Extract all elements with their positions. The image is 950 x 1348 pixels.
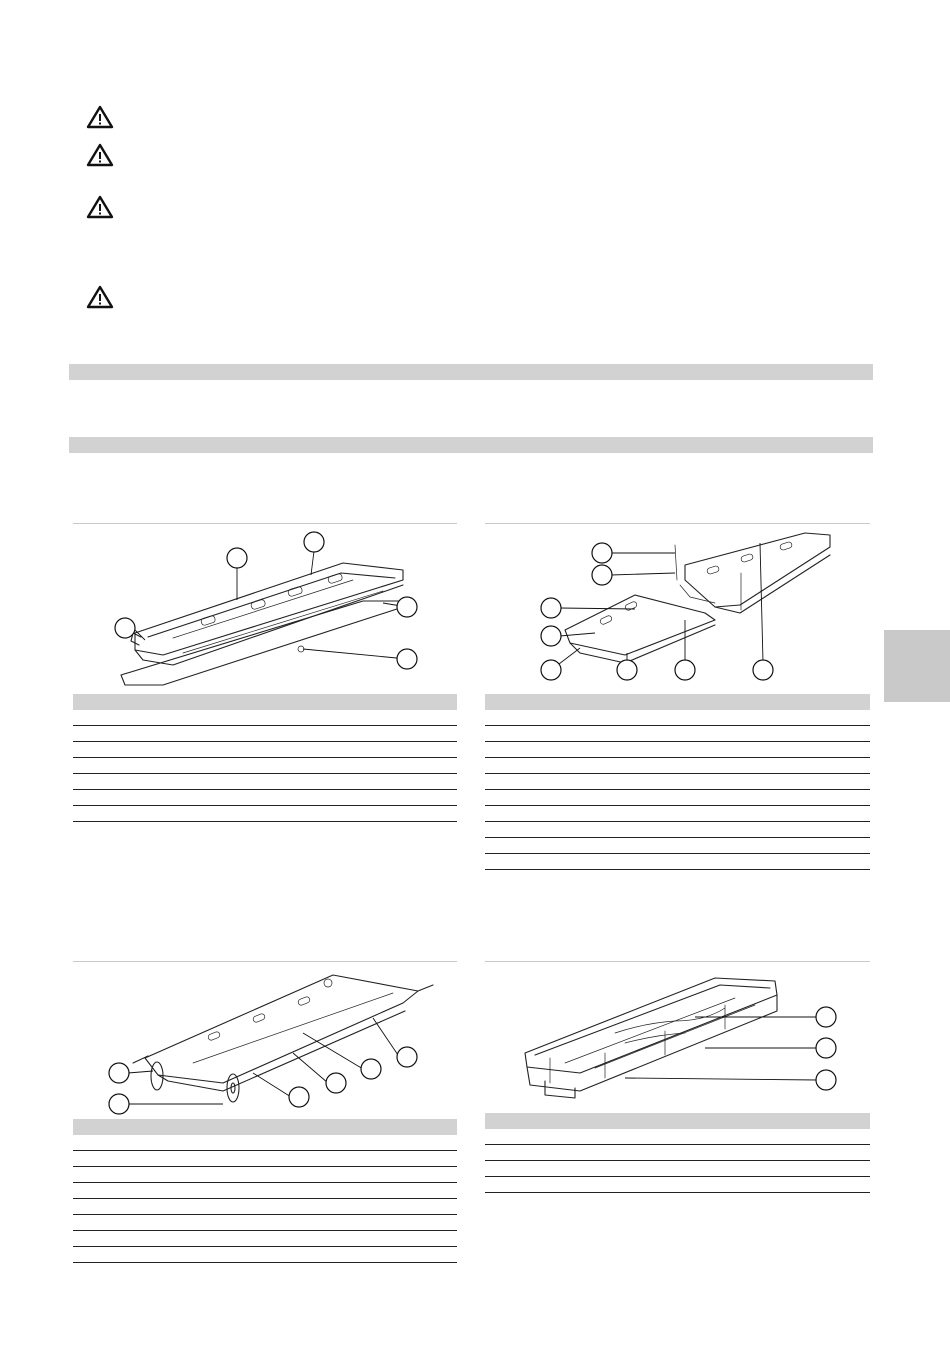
stretcher-basket-drawing xyxy=(73,525,457,695)
warning-triangle-icon xyxy=(86,285,114,309)
table-header xyxy=(485,1113,870,1129)
table-row xyxy=(73,1167,457,1183)
figure-divider xyxy=(73,961,457,962)
table-row xyxy=(73,790,457,806)
table-row xyxy=(73,742,457,758)
table-row xyxy=(73,1247,457,1263)
warning-triangle-icon xyxy=(86,143,114,167)
callout-markers xyxy=(541,543,773,680)
figure-4 xyxy=(485,961,870,1201)
table-row xyxy=(73,774,457,790)
table-row xyxy=(485,774,870,790)
table-row xyxy=(485,1161,870,1177)
parts-table xyxy=(73,1119,457,1263)
table-row xyxy=(73,1199,457,1215)
table-header xyxy=(485,694,870,710)
table-row xyxy=(73,1231,457,1247)
wheeled-stretcher-drawing xyxy=(73,963,457,1123)
figure-divider xyxy=(485,523,870,524)
table-row xyxy=(73,1135,457,1151)
parts-table xyxy=(485,694,870,870)
table-row xyxy=(73,1151,457,1167)
parts-table xyxy=(485,1113,870,1193)
figure-2 xyxy=(485,523,870,878)
table-row xyxy=(73,806,457,822)
table-row xyxy=(485,758,870,774)
table-row xyxy=(485,790,870,806)
table-row xyxy=(73,710,457,726)
table-row xyxy=(485,838,870,854)
split-stretcher-drawing xyxy=(485,525,870,695)
parts-table xyxy=(73,694,457,822)
figure-1 xyxy=(73,523,457,828)
figure-divider xyxy=(485,961,870,962)
warning-triangle-icon xyxy=(86,105,114,129)
table-row xyxy=(73,726,457,742)
table-row xyxy=(485,742,870,758)
callout-markers xyxy=(625,1007,836,1090)
table-row xyxy=(73,1215,457,1231)
chapter-tab xyxy=(884,630,950,702)
table-row xyxy=(485,822,870,838)
table-row xyxy=(73,758,457,774)
table-row xyxy=(485,1145,870,1161)
table-row xyxy=(485,854,870,870)
table-row xyxy=(485,1177,870,1193)
table-row xyxy=(485,726,870,742)
warning-triangle-icon xyxy=(86,195,114,219)
table-row xyxy=(485,806,870,822)
callout-markers xyxy=(109,1018,417,1114)
table-row xyxy=(485,1129,870,1145)
figure-divider xyxy=(73,523,457,524)
table-row xyxy=(73,1183,457,1199)
figure-3 xyxy=(73,961,457,1271)
section-header-bar xyxy=(69,364,873,380)
table-header xyxy=(73,694,457,710)
table-row xyxy=(485,710,870,726)
wire-basket-drawing xyxy=(485,963,870,1113)
section-header-bar xyxy=(69,437,873,453)
table-header xyxy=(73,1119,457,1135)
